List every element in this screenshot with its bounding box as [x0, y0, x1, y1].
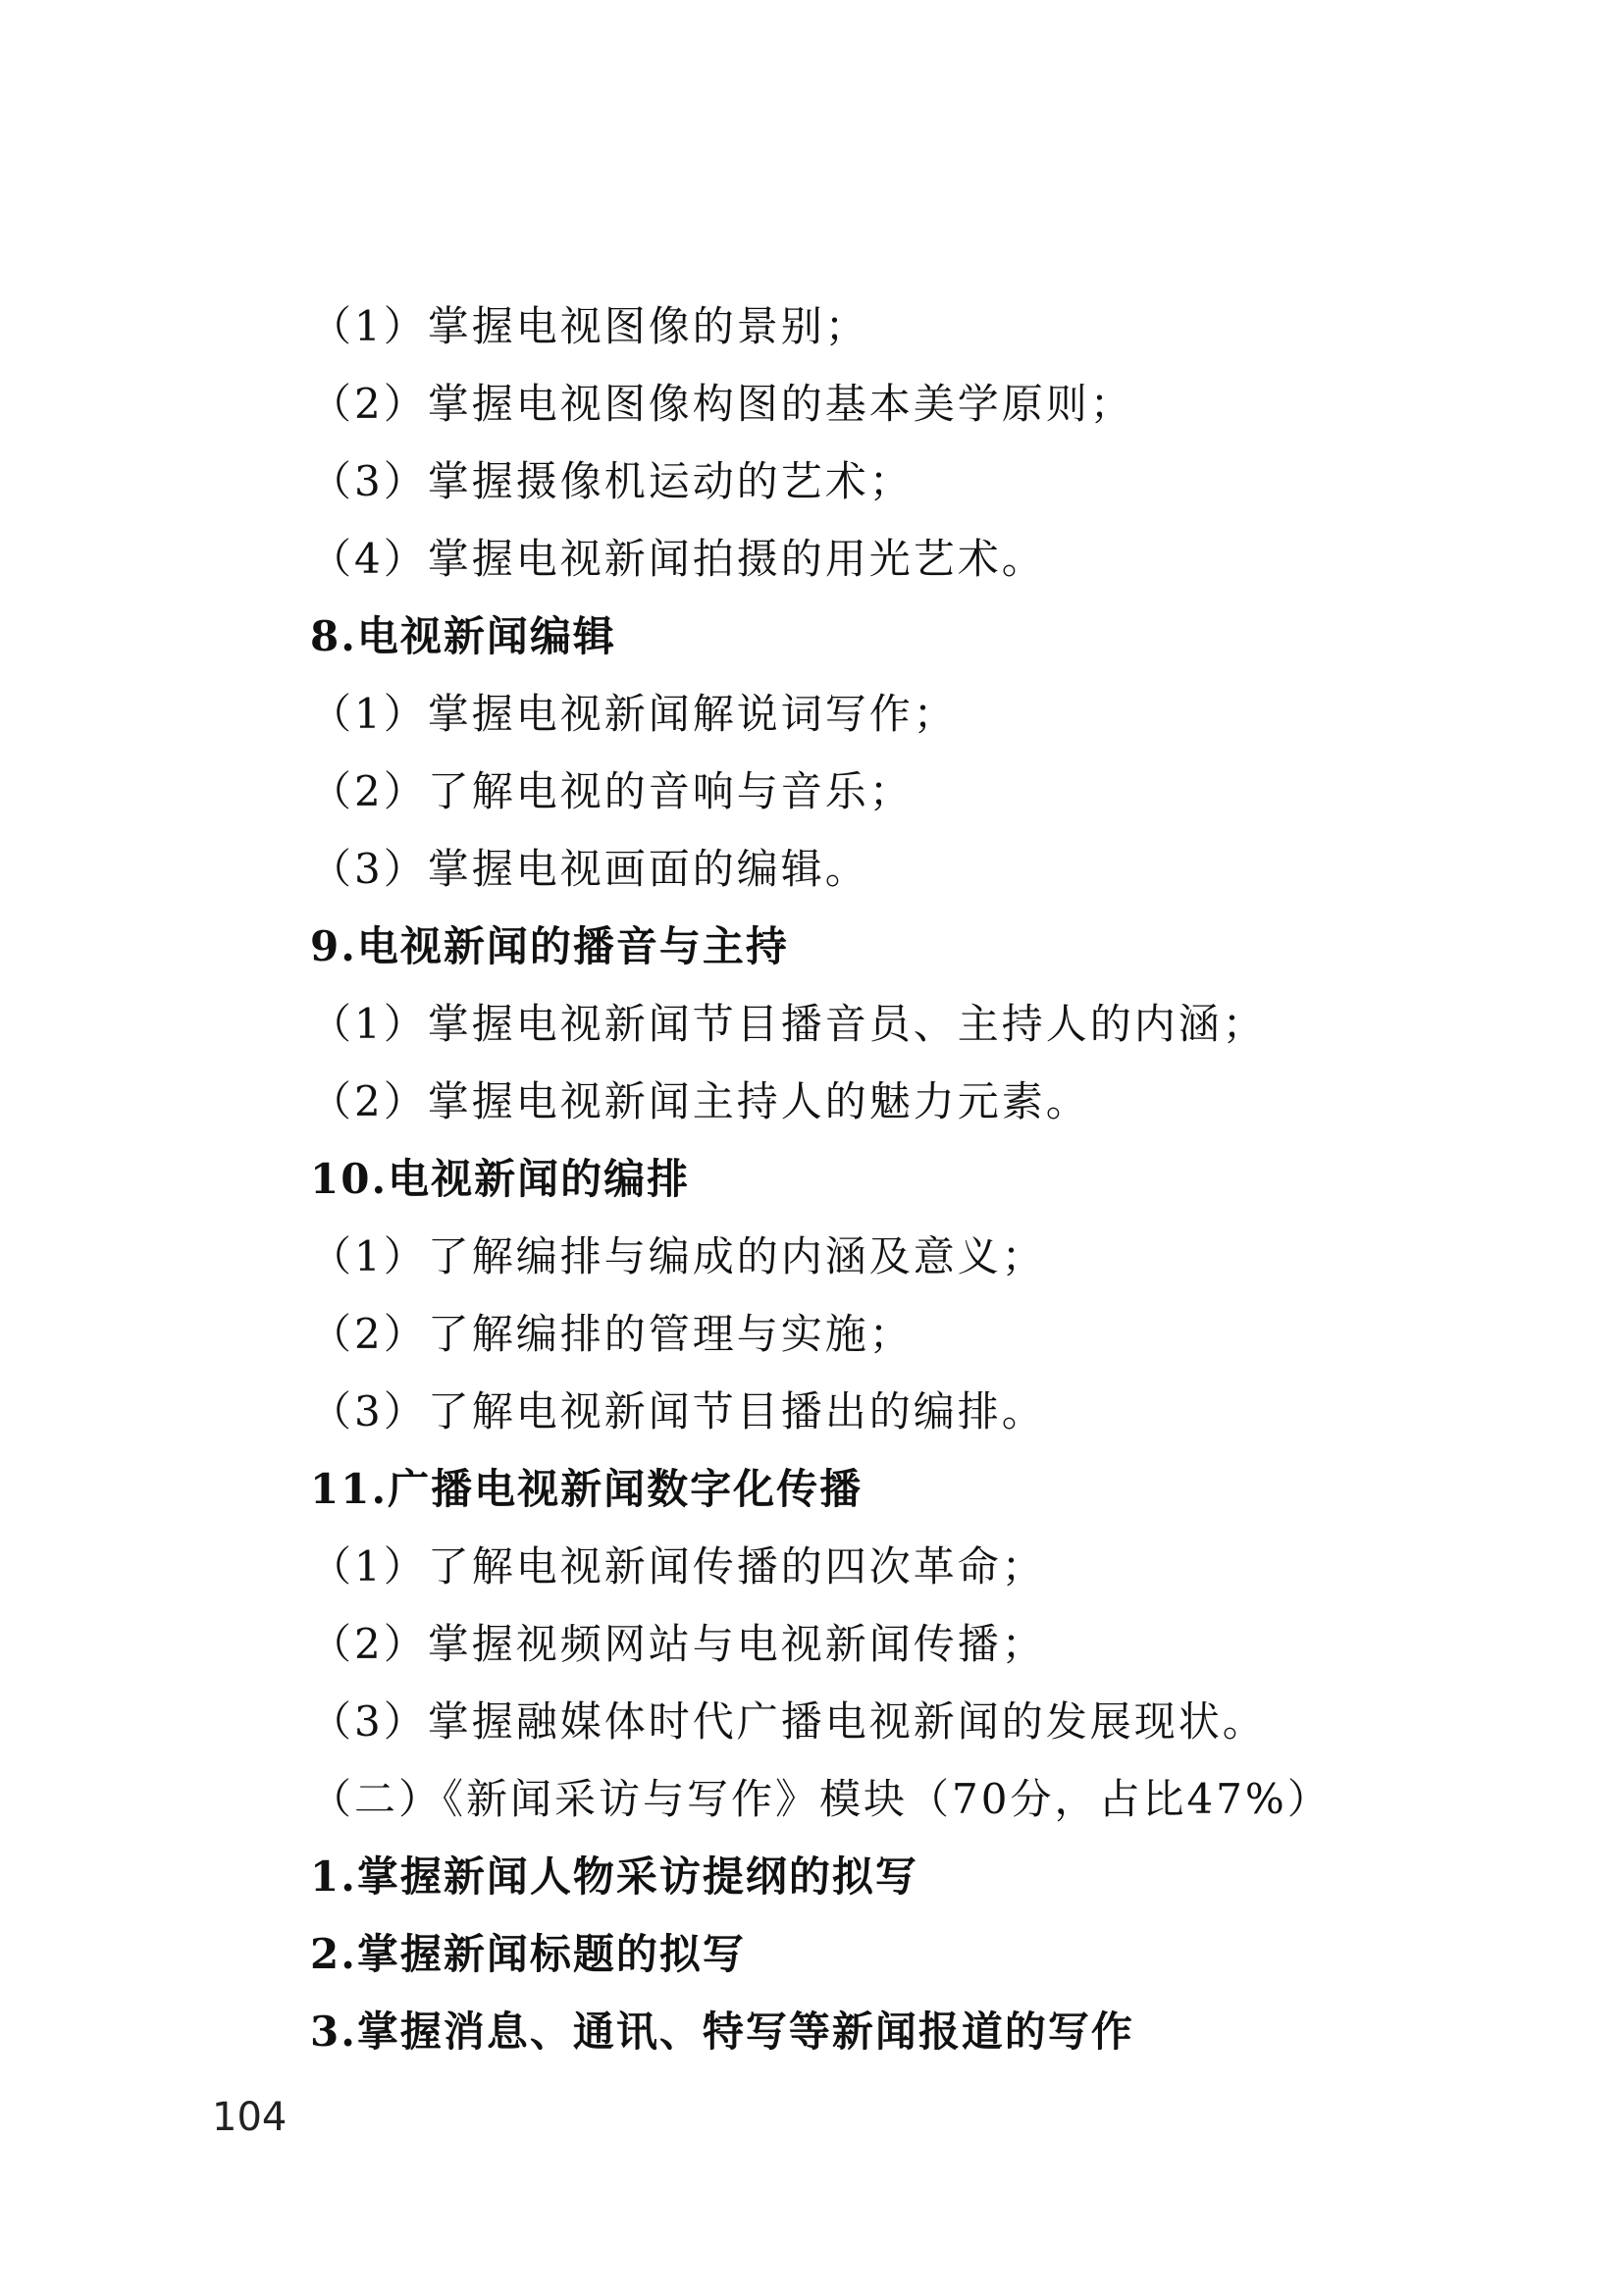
list-item: （2）掌握电视图像构图的基本美学原则； [310, 380, 1134, 428]
list-item: （3）掌握融媒体时代广播电视新闻的发展现状。 [310, 1697, 1267, 1746]
list-item: （2）了解电视的音响与音乐； [310, 767, 914, 815]
list-item: （2）掌握视频网站与电视新闻传播； [310, 1620, 1046, 1668]
section-heading: 1.掌握新闻人物采访提纲的拟写 [310, 1852, 918, 1901]
list-item: （1）掌握电视新闻解说词写作； [310, 690, 958, 738]
list-item: （2）了解编排的管理与实施； [310, 1310, 914, 1358]
section-heading: 8.电视新闻编辑 [310, 612, 616, 660]
list-item: （3）掌握电视画面的编辑。 [310, 845, 869, 893]
list-item: （3）了解电视新闻节目播出的编排。 [310, 1387, 1046, 1435]
section-heading: 3.掌握消息、通讯、特写等新闻报道的写作 [310, 2008, 1134, 2056]
list-item: （1）了解编排与编成的内涵及意义； [310, 1232, 1046, 1280]
section-heading: 2.掌握新闻标题的拟写 [310, 1930, 746, 1978]
section-heading: 11.广播电视新闻数字化传播 [310, 1465, 864, 1513]
list-item: （1）掌握电视图像的景别； [310, 302, 869, 350]
list-item: （1）掌握电视新闻节目播音员、主持人的内涵； [310, 1000, 1267, 1048]
section-heading: 9.电视新闻的播音与主持 [310, 922, 789, 970]
list-item: （二）《新闻采访与写作》模块（70分，占比47%） [310, 1775, 1332, 1823]
page-number: 104 [212, 2095, 288, 2140]
list-item: （4）掌握电视新闻拍摄的用光艺术。 [310, 535, 1046, 583]
list-item: （2）掌握电视新闻主持人的魅力元素。 [310, 1077, 1090, 1125]
list-item: （3）掌握摄像机运动的艺术； [310, 457, 914, 505]
list-item: （1）了解电视新闻传播的四次革命； [310, 1542, 1046, 1591]
section-heading: 10.电视新闻的编排 [310, 1155, 691, 1203]
